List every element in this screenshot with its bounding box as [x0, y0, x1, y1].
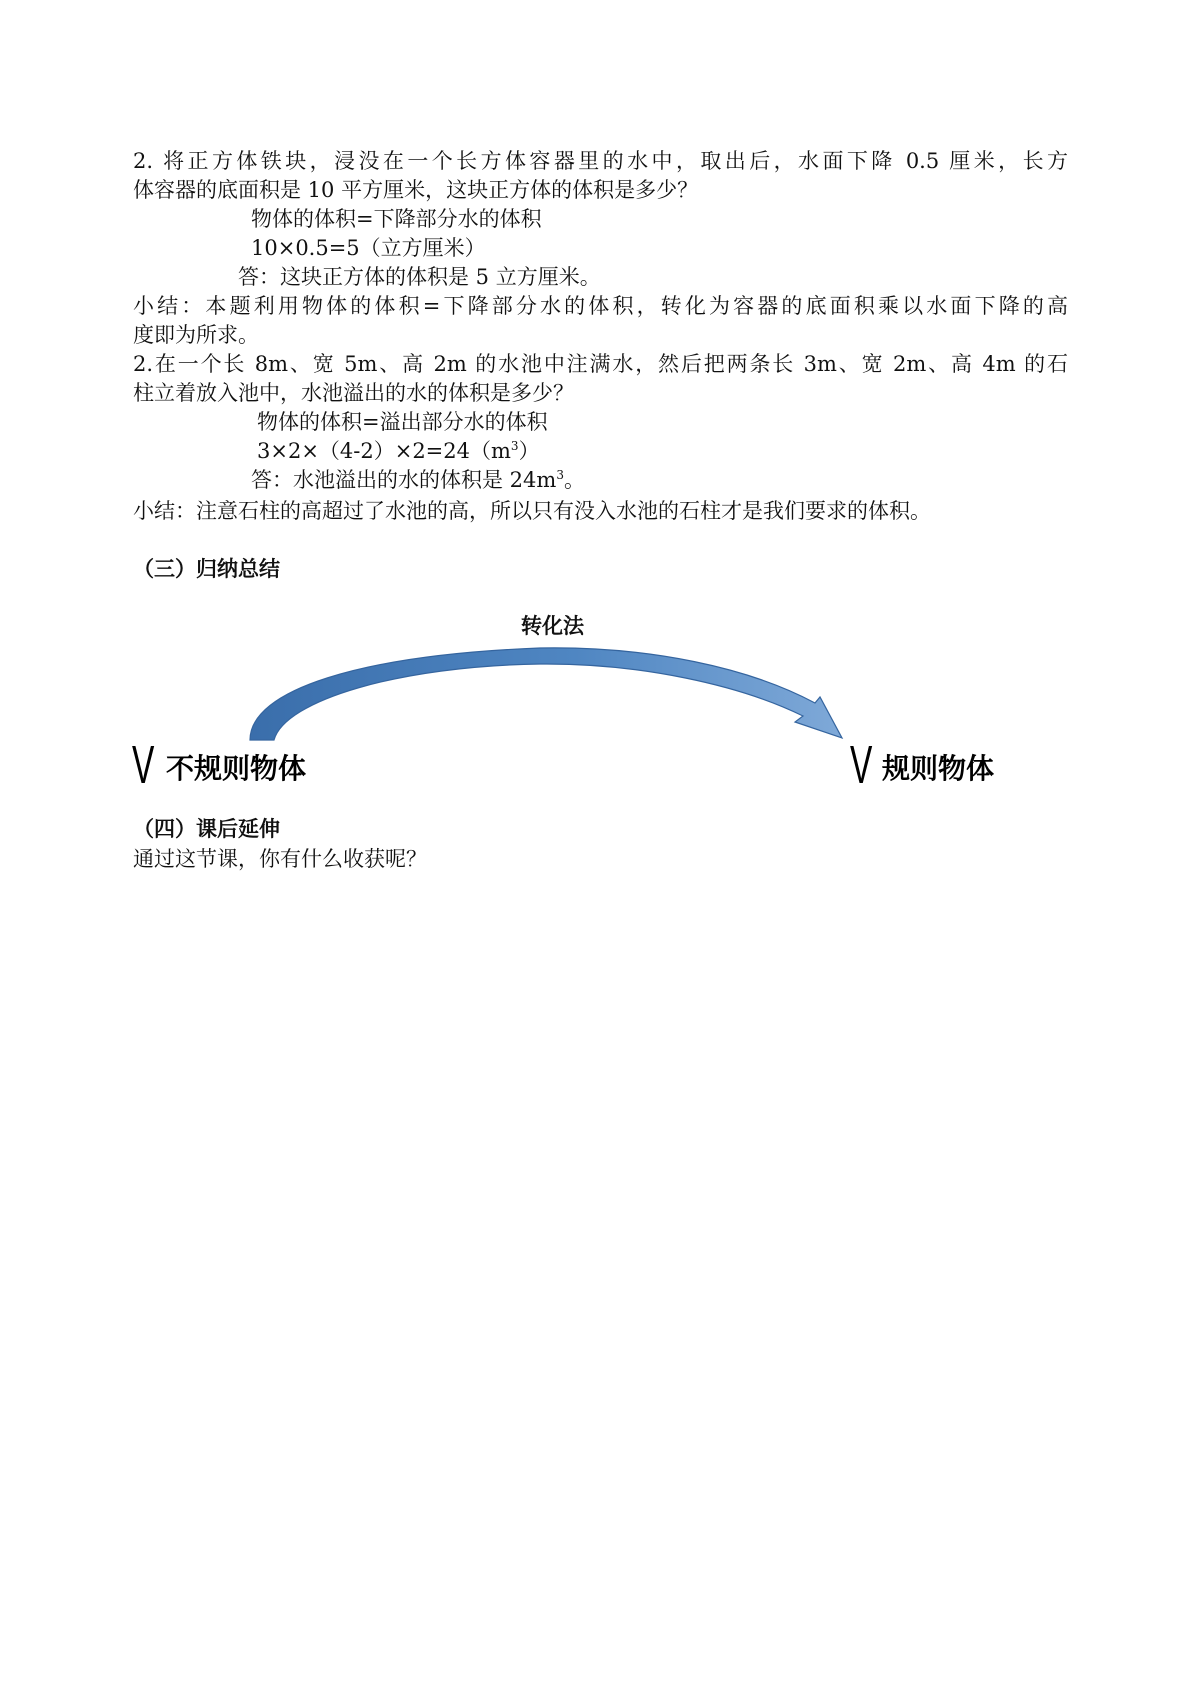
- problem2-calc: [257, 437, 540, 465]
- summary2-line1: 小结：注意石柱的高超过了水池的高，所以只有没入水池的石柱才是我们要求的体积。: [133, 499, 931, 523]
- problem1-line2: 体容器的底面积是 10 平方厘米，这块正方体的体积是多少？: [133, 178, 699, 202]
- problem2-answer: [251, 466, 585, 494]
- problem2-line1: 2.在一个长 8m、宽 5m、高 2m 的水池中注满水，然后把两条长 3m、宽 2m、高 4m 的石: [133, 352, 1068, 376]
- right-volume-symbol: V: [850, 735, 873, 795]
- section4-title: （四）课后延伸: [133, 817, 280, 841]
- left-volume-symbol: V: [132, 735, 155, 795]
- conversion-arrow: [250, 648, 842, 740]
- section4-text: 通过这节课，你有什么收获呢？: [133, 847, 427, 871]
- problem2-answer-main: 答：水池溢出的水的体积是 24m: [251, 468, 557, 492]
- problem1-calc: 10×0.5=5（立方厘米）: [251, 236, 486, 260]
- section3-title: （三）归纳总结: [133, 557, 280, 581]
- problem1-answer: 答：这块正方体的体积是 5 立方厘米。: [238, 265, 601, 289]
- problem2-answer-sup: 3: [556, 468, 564, 482]
- problem2-answer-end: 。: [563, 468, 585, 492]
- problem2-calc-end: ）: [518, 439, 540, 463]
- problem2-formula: 物体的体积=溢出部分水的体积: [257, 410, 548, 434]
- summary1-line1: 小结：本题利用物体的体积=下降部分水的体积，转化为容器的底面积乘以水面下降的高: [133, 294, 1068, 318]
- summary1-line2: 度即为所求。: [133, 323, 259, 347]
- problem2-line2: 柱立着放入池中，水池溢出的水的体积是多少？: [133, 381, 574, 405]
- problem2-calc-sup: 3: [510, 439, 519, 453]
- left-volume-label: 不规则物体: [166, 752, 307, 785]
- arrow-label: 转化法: [521, 614, 584, 638]
- problem1-line1: 2. 将正方体铁块，浸没在一个长方体容器里的水中，取出后，水面下降 0.5 厘米，长方: [133, 149, 1068, 173]
- problem2-calc-main: 3×2×（4-2）×2=24（m: [257, 439, 511, 463]
- problem1-formula: 物体的体积=下降部分水的体积: [251, 207, 542, 231]
- right-volume-label: 规则物体: [882, 752, 995, 785]
